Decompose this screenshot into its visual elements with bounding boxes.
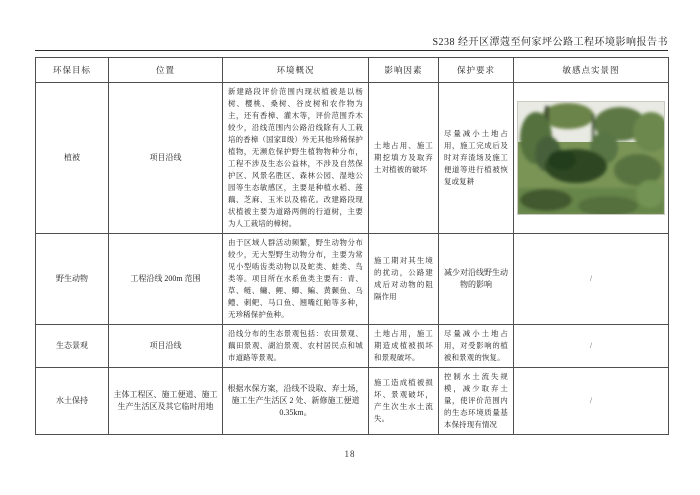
cell-overview: 由于区域人群活动频繁，野生动物分布较少，无大型野生动物分布，主要为常见小型啮齿类动物以及蛇类、蛙类、鸟类等。项目所在水系鱼类主要有：青、草、鲢、鳙、鲤、鲫、鳊、黄颡鱼、乌鳢、刺鲃、马口鱼、翘嘴红鲌等多种，无珍稀保护鱼种。 [223,233,369,324]
table-row-vegetation [36,83,669,234]
col-header-factors: 影响因素 [369,58,439,83]
page-number: 18 [344,449,356,459]
cell-factors: 施工期对其生境的扰动，公路建成后对动物的阻隔作用 [369,233,439,324]
table-header-row [36,58,669,83]
vegetation-photo-graphic [518,102,664,214]
cell-requirements: 控制水土流失规模，减少取弃土量，使评价范围内的生态环境质量基本保持现有情况 [439,367,514,434]
report-header [35,33,668,51]
vegetation-photo [518,102,664,214]
col-header-requirements: 保护要求 [439,58,514,83]
table-row-soil-water [36,367,669,434]
cell-location: 项目沿线 [109,324,223,367]
cell-overview: 新建路段评价范围内现状植被是以杨树、樱桃、桑树、谷皮树和农作物为主，还有香樟、灌木等，评价范围乔木较少，沿线范围内公路沿线除有人工栽培的香樟（国家Ⅱ级）外无其他珍稀保护植物，无濒危保护野生植物物种分布，工程不涉及生态公益林，不涉及自然保护区、风景名胜区、森林公园、湿地公园等生态敏感区，主要是种植水稻、莲藕、芝麻、玉米以及棉花。改建路段现状植被主要为道路两侧的行道树，主要为人工栽培的樟树。 [223,83,369,234]
table-row-eco-landscape [36,324,669,367]
cell-target: 生态景观 [36,324,109,367]
col-header-overview: 环境概况 [223,58,369,83]
cell-photo-slash: / [514,233,669,324]
cell-location: 工程沿线 200m 范围 [109,233,223,324]
cell-factors: 土地占用，施工期造成植被损坏和景观破坏。 [369,324,439,367]
col-header-photo: 敏感点实景图 [514,58,669,83]
cell-target: 野生动物 [36,233,109,324]
cell-factors: 土地占用、施工期挖填方及取弃土对植被的破坏 [369,83,439,234]
col-header-location: 位置 [109,58,223,83]
cell-photo-slash: / [514,324,669,367]
report-title: S238 经开区潭蔻至何家坪公路工程环境影响报告书 [432,37,668,48]
cell-overview: 根据水保方案，沿线不设取、弃土场，施工生产生活区 2 处、新修施工便道 0.35km。 [223,367,369,434]
cell-requirements: 尽量减小土地占用，施工完成后及时对弃渣场及施工便道等进行植被恢复或复耕 [439,83,514,234]
eco-protection-table [35,57,669,435]
cell-location: 项目沿线 [109,83,223,234]
cell-photo-slash: / [514,367,669,434]
cell-requirements: 尽量减小土地占用，对受影响的植被和景观的恢复。 [439,324,514,367]
table-row-wildlife [36,233,669,324]
col-header-target: 环保目标 [36,58,109,83]
cell-overview: 沿线分布的生态景观包括：农田景观、藕田景观、湖泊景观、农村居民点和城市道路等景观。 [223,324,369,367]
cell-factors: 施工造成植被损坏、景观破坏，产生次生水土流失。 [369,367,439,434]
cell-target: 水土保持 [36,367,109,434]
cell-requirements: 减少对沿线野生动物的影响 [439,233,514,324]
cell-target: 植被 [36,83,109,234]
cell-location: 主体工程区、施工便道、施工生产生活区及其它临时用地 [109,367,223,434]
cell-photo [514,83,669,234]
